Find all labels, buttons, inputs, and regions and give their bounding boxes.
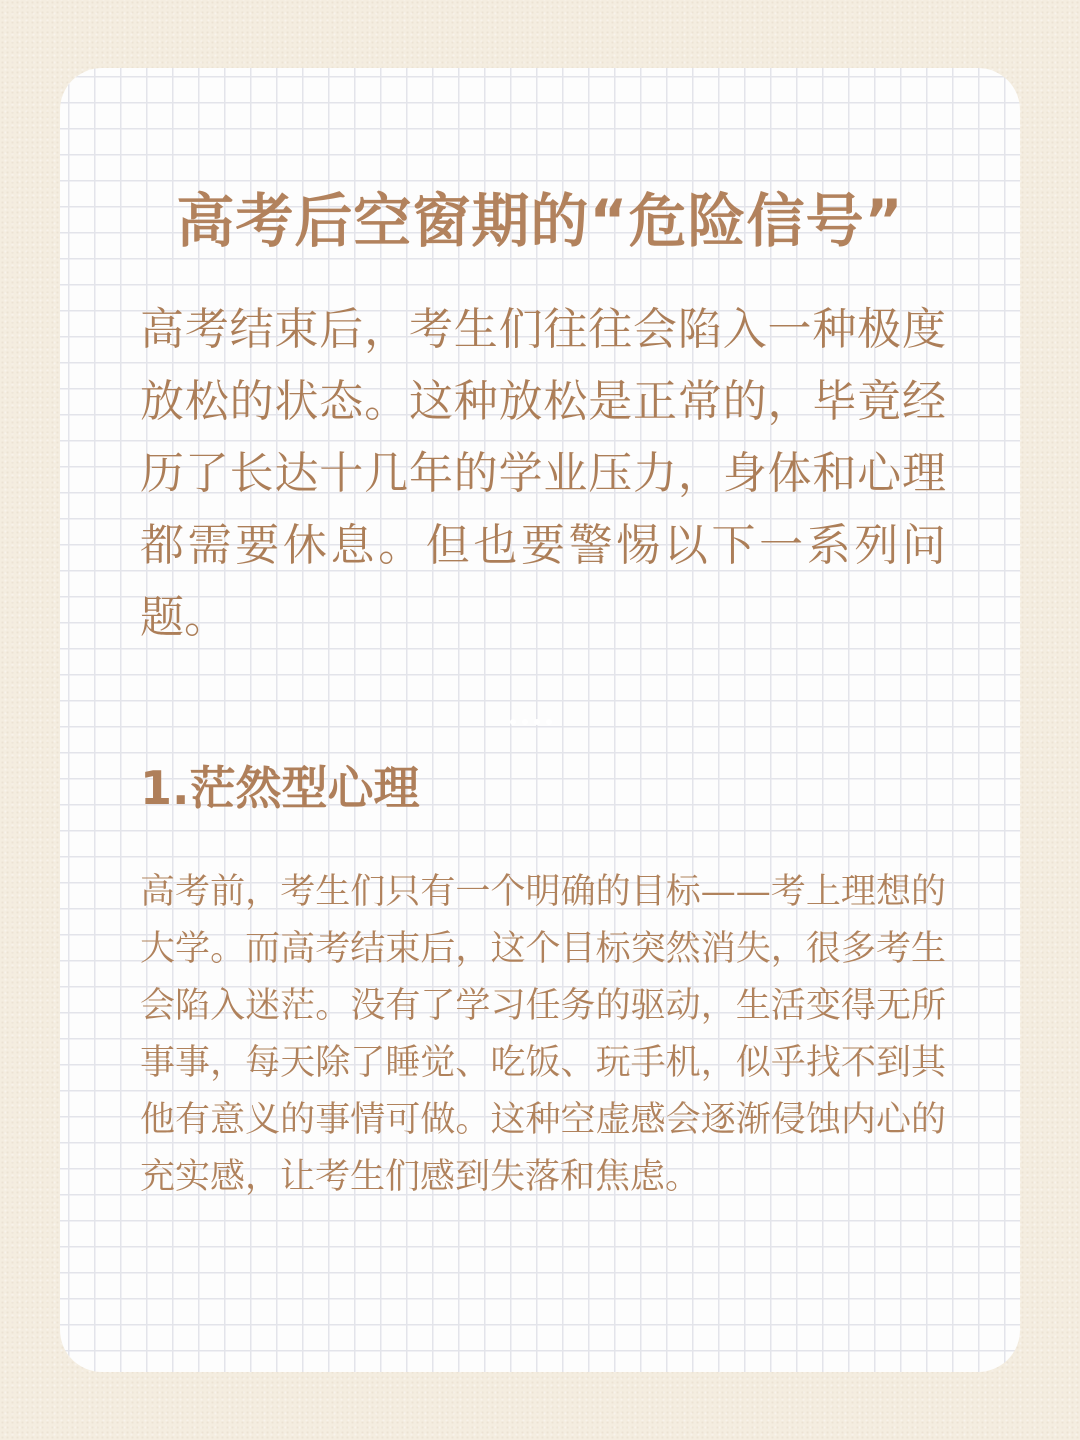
divider-dots xyxy=(510,710,570,718)
section-heading: 1.茫然型心理 xyxy=(140,761,420,815)
divider-dot xyxy=(522,719,528,725)
section-paragraph: 高考前，考生们只有一个明确的目标——考上理想的大学。而高考结束后，这个目标突然消失，很多考生会陷入迷茫。没有了学习任务的驱动，生活变得无所事事，每天除了睡觉、吃饭、玩手机，似乎找不到其他有意义的事情可做。这种空虚感会逐渐侵蚀内心的充实感，让考生们感到失落和焦虑。 xyxy=(140,872,946,1197)
intro-paragraph: 高考结束后，考生们往往会陷入一种极度放松的状态。这种放松是正常的，毕竟经历了长达十几年的学业压力，身体和心理都需要休息。但也要警惕以下一系列问题。 xyxy=(140,304,946,643)
divider-dot xyxy=(510,719,516,725)
divider-dot xyxy=(534,719,540,725)
note-card xyxy=(60,68,1020,1372)
page-title: 高考后空窗期的“危险信号” xyxy=(176,187,904,255)
divider-dot xyxy=(546,719,552,725)
